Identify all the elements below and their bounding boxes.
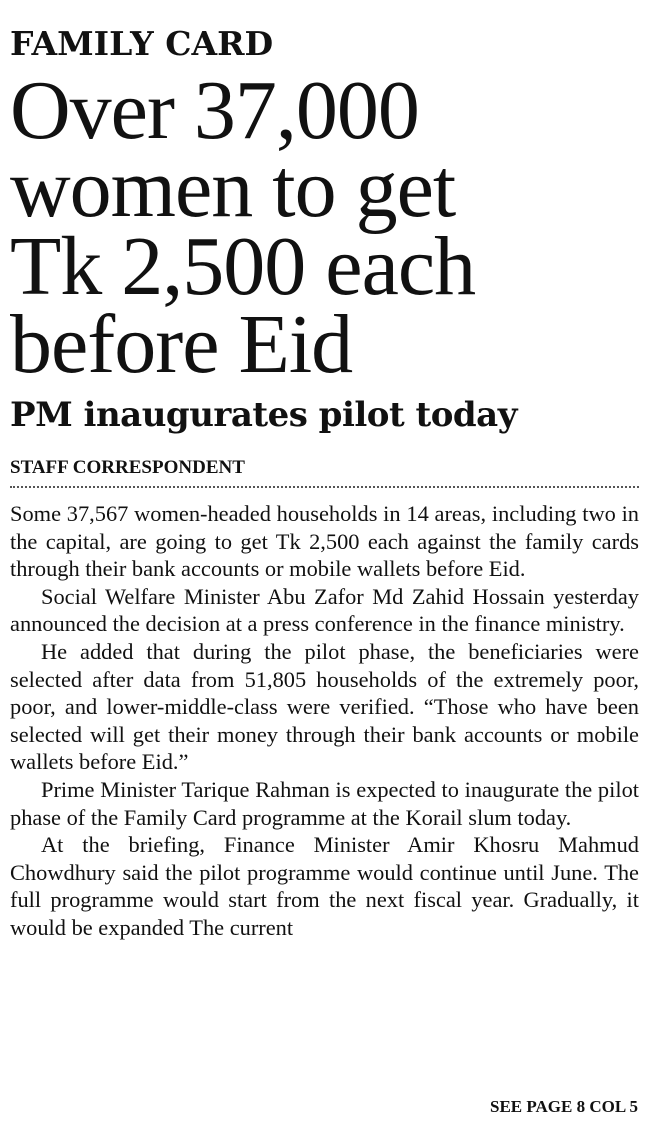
headline-line: before Eid (10, 298, 353, 391)
kicker: FAMILY CARD (10, 24, 274, 63)
headline (10, 64, 639, 391)
article-body (10, 500, 639, 942)
headline-line: Over 37,000 (10, 64, 419, 157)
subheadline: PM inaugurates pilot today (10, 395, 517, 435)
headline-line: women to get (10, 142, 456, 235)
body-paragraph: He added that during the pilot phase, the beneficiaries were selected after data from 51,805 households of the extremely poor, poor, and lower-middle-class were verified. “Those who have been selected will get their money through their bank accounts or mobile wallets before Eid.” (10, 638, 639, 775)
continuation-jump-line: SEE PAGE 8 COL 5 (490, 1097, 638, 1116)
body-paragraph: Prime Minister Tarique Rahman is expected to inaugurate the pilot phase of the Family Card programme at the Korail slum today. (10, 776, 639, 830)
body-paragraph: Social Welfare Minister Abu Zafor Md Zahid Hossain yesterday announced the decision at a press conference in the finance ministry. (10, 583, 639, 637)
body-paragraph: At the briefing, Finance Minister Amir Khosru Mahmud Chowdhury said the pilot programme would continue until June. The full programme would start from the next fiscal year. Gradually, it would be expanded The current (10, 832, 639, 940)
headline-line: Tk 2,500 each (10, 220, 476, 313)
byline: STAFF CORRESPONDENT (10, 456, 639, 488)
news-article (10, 22, 639, 942)
body-paragraph: Some 37,567 women-headed households in 14 areas, including two in the capital, are going to get Tk 2,500 each against the family cards through their bank accounts or mobile wallets before Eid. (10, 501, 639, 582)
